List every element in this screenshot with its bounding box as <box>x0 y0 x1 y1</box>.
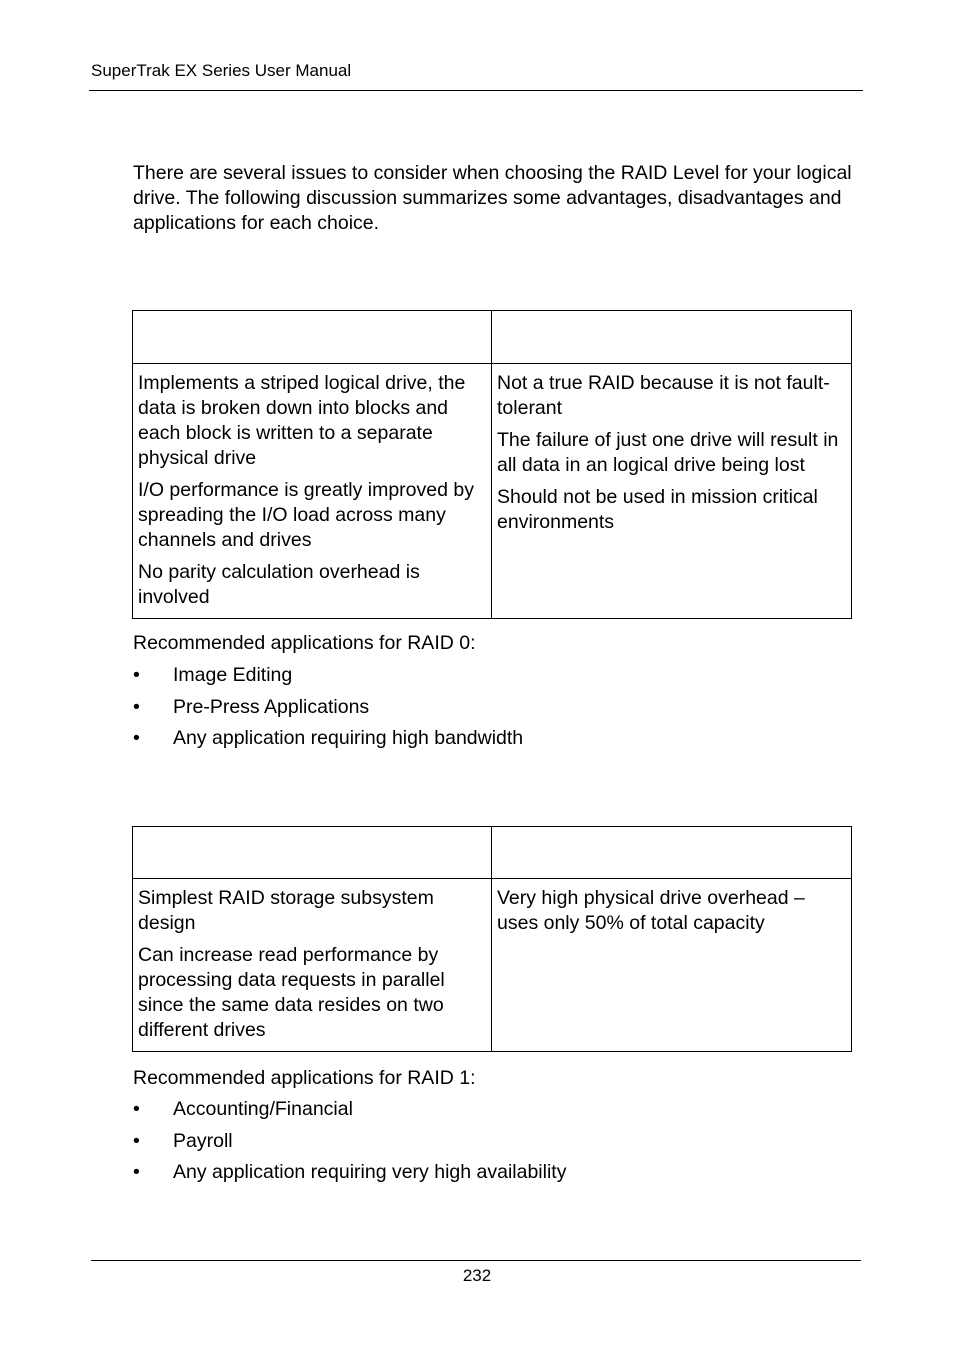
raid1-recommended-label: Recommended applications for RAID 1: <box>133 1067 476 1089</box>
raid0-disadvantage-item: Not a true RAID because it is not fault-tolerant <box>497 372 830 419</box>
list-item <box>133 726 523 751</box>
list-item <box>133 695 523 720</box>
raid0-disadvantage-item: Should not be used in mission critical environments <box>497 486 818 533</box>
raid1-table-body-row <box>133 879 852 1052</box>
list-item <box>133 1160 566 1185</box>
raid0-disadvantages-header-cell <box>492 311 852 364</box>
raid1-table-header-row <box>133 827 852 879</box>
raid0-advantage-item: I/O performance is greatly improved by spreading the I/O load across many channels and drives <box>138 479 474 551</box>
raid0-table-body-row <box>133 364 852 619</box>
raid1-application-text: Accounting/Financial <box>173 1098 353 1120</box>
raid1-advantage-item: Simplest RAID storage subsystem design <box>138 887 434 934</box>
header-divider <box>89 90 863 91</box>
raid0-advantages-cell <box>133 364 492 619</box>
raid1-advantages-header-cell <box>133 827 492 879</box>
raid0-disadvantage-item: The failure of just one drive will result in all data in an logical drive being lost <box>497 429 839 476</box>
raid0-advantages-header-cell <box>133 311 492 364</box>
bullet-icon: • <box>133 1129 140 1152</box>
raid1-application-text: Payroll <box>173 1129 233 1152</box>
intro-paragraph: There are several issues to consider when choosing the RAID Level for your logical drive. The following discussion summarizes some advantages, disadvantages and applications for each choice. <box>133 162 852 234</box>
raid0-application-text: Image Editing <box>173 664 293 686</box>
raid0-table-header-row <box>133 311 852 364</box>
bullet-icon: • <box>133 695 140 718</box>
raid0-table <box>132 310 852 619</box>
raid1-applications-list <box>133 1097 566 1192</box>
page-header-title: SuperTrak EX Series User Manual <box>91 61 352 80</box>
raid1-application-text: Any application requiring very high availability <box>173 1161 567 1183</box>
raid0-advantage-item: No parity calculation overhead is involved <box>138 561 420 608</box>
raid1-table <box>132 826 852 1052</box>
raid0-advantage-item: Implements a striped logical drive, the data is broken down into blocks and each block is written to a separate physical drive <box>138 372 466 469</box>
bullet-icon: • <box>133 664 140 686</box>
footer-divider <box>91 1260 861 1261</box>
raid1-disadvantages-cell <box>492 879 852 1052</box>
list-item <box>133 1129 566 1154</box>
raid0-recommended-label: Recommended applications for RAID 0: <box>133 632 476 654</box>
raid1-advantage-item: Can increase read performance by processing data requests in parallel since the same data resides on two different drives <box>138 944 445 1041</box>
bullet-icon: • <box>133 727 140 749</box>
bullet-icon: • <box>133 1161 140 1183</box>
raid0-disadvantages-cell <box>492 364 852 619</box>
raid1-disadvantage-item: Very high physical drive overhead – uses only 50% of total capacity <box>497 887 805 934</box>
raid0-application-text: Pre-Press Applications <box>173 695 370 718</box>
list-item <box>133 663 523 688</box>
raid1-advantages-cell <box>133 879 492 1052</box>
raid0-applications-list <box>133 663 523 758</box>
raid1-disadvantages-header-cell <box>492 827 852 879</box>
bullet-icon: • <box>133 1098 140 1120</box>
page-number: 232 <box>462 1266 492 1285</box>
list-item <box>133 1097 566 1122</box>
raid0-application-text: Any application requiring high bandwidth <box>173 727 524 749</box>
